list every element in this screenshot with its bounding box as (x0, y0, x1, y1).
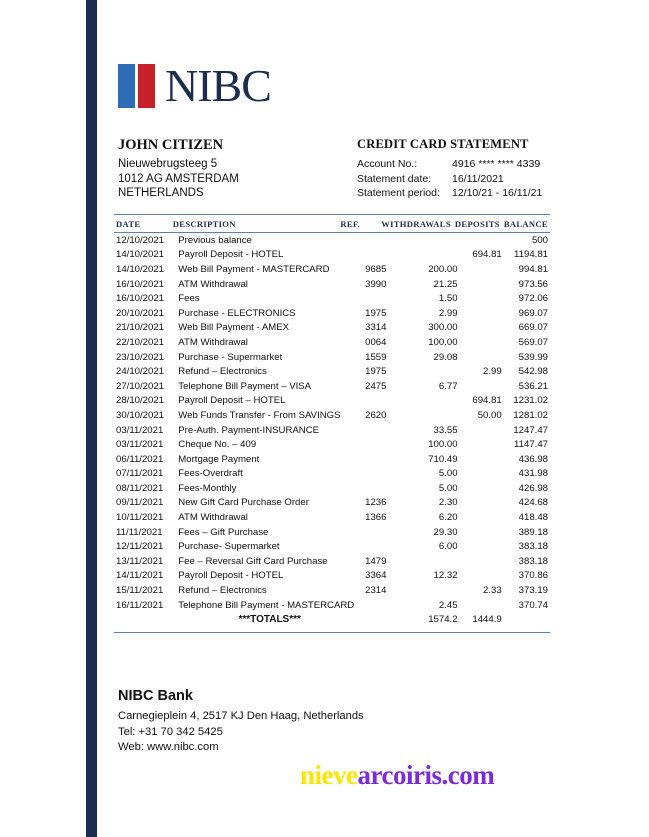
totals-spacer (114, 612, 176, 627)
cell-date: 14/10/2021 (116, 263, 165, 275)
cell-date: 03/11/2021 (116, 424, 164, 436)
cell-description: ATM Withdrawal (178, 278, 248, 290)
cell-description: Payroll Deposit - HOTEL (178, 570, 284, 582)
statement-date-row (357, 172, 557, 187)
table-row (114, 335, 550, 350)
cell-ref (363, 539, 407, 554)
cell-ref (363, 452, 407, 467)
cell-description: New Gift Card Purchase Order (178, 497, 309, 509)
cell-date: 15/11/2021 (116, 585, 164, 597)
cell-balance: 370.74 (518, 599, 548, 611)
table-bottom-rule (114, 632, 550, 633)
cell-date: 03/11/2021 (116, 439, 164, 451)
totals-ref (363, 612, 407, 627)
column-header-description: DESCRIPTION (172, 219, 236, 229)
table-row (114, 437, 550, 452)
cell-description: Refund – Electronics (178, 585, 267, 597)
statement-period-value: 12/10/21 - 16/11/21 (452, 187, 543, 199)
cell-deposit: 2.99 (483, 366, 502, 378)
cell-date: 07/11/2021 (116, 468, 164, 480)
cell-description: Telephone Bill Payment – VISA (178, 380, 312, 392)
cell-date: 16/10/2021 (116, 293, 165, 305)
table-row (114, 467, 550, 482)
cell-balance: 426.98 (518, 482, 548, 494)
cell-ref (363, 423, 407, 438)
cell-balance: 383.18 (518, 541, 548, 553)
cell-withdrawal: 2.45 (438, 599, 458, 611)
statement-title: CREDIT CARD STATEMENT (357, 137, 529, 151)
cell-deposit (460, 350, 504, 365)
watermark-part-3: .com (441, 760, 495, 790)
totals-withdrawals: 1574.2 (428, 614, 458, 626)
cell-balance: 536.21 (518, 380, 548, 392)
cell-description: Previous balance (178, 234, 252, 246)
cell-date: 14/11/2021 (116, 570, 164, 582)
cell-balance: 1231.02 (513, 395, 548, 407)
table-row (114, 394, 550, 409)
cell-balance: 669.07 (518, 322, 548, 334)
cell-withdrawal: 12.32 (433, 570, 458, 582)
cell-withdrawal (407, 248, 459, 263)
cell-ref: 0064 (365, 336, 387, 348)
account-number-value: 4916 **** **** 4339 (452, 158, 541, 170)
cell-date: 16/11/2021 (116, 599, 164, 611)
cell-date: 24/10/2021 (116, 366, 165, 378)
cell-balance: 424.68 (518, 497, 548, 509)
cell-balance: 370.86 (518, 570, 548, 582)
cell-deposit (460, 510, 504, 525)
cell-date: 27/10/2021 (116, 380, 165, 392)
cell-description: Fee – Reversal Gift Card Purchase (178, 555, 328, 567)
cell-ref (363, 481, 407, 496)
table-row (114, 321, 550, 336)
cell-withdrawal (407, 408, 459, 423)
cell-description: Telephone Bill Payment - MASTERCARD (178, 599, 355, 611)
cell-date: 16/10/2021 (116, 278, 165, 290)
table-row (114, 408, 550, 423)
cell-deposit (460, 569, 504, 584)
cell-ref (363, 467, 407, 482)
watermark-part-2: arcoiris (357, 760, 442, 790)
cell-ref: 1975 (365, 307, 387, 319)
footer-telephone: Tel: +31 70 342 5425 (118, 725, 223, 738)
column-header-balance: BALANCE (503, 219, 548, 229)
cell-date: 20/10/2021 (116, 307, 165, 319)
table-row (114, 248, 550, 263)
table-row (114, 233, 550, 248)
cell-balance: 539.99 (518, 351, 548, 363)
cell-deposit (460, 539, 504, 554)
cell-deposit (460, 437, 504, 452)
left-accent-bar (86, 0, 97, 837)
cell-description: ATM Withdrawal (178, 336, 248, 348)
transactions-body (114, 233, 550, 627)
cell-balance: 383.18 (518, 555, 548, 567)
cell-description: Purchase - Supermarket (178, 351, 283, 363)
column-header-deposits: DEPOSITS (454, 219, 500, 229)
cell-description: Fees-Overdraft (178, 468, 243, 480)
table-row (114, 598, 550, 613)
cell-withdrawal: 6.20 (438, 512, 458, 524)
table-header (114, 215, 550, 232)
cell-date: 22/10/2021 (116, 336, 165, 348)
cell-balance: 569.07 (518, 336, 548, 348)
cell-withdrawal: 300.00 (428, 322, 458, 334)
cell-ref: 2475 (365, 380, 387, 392)
cell-date: 28/10/2021 (116, 395, 165, 407)
table-header-row (114, 215, 550, 232)
cell-balance: 1194.81 (514, 249, 548, 261)
cell-date: 13/11/2021 (116, 555, 164, 567)
transactions-body-table (114, 233, 550, 627)
statement-info-block (357, 137, 557, 201)
column-header-withdrawals: WITHDRAWALS (381, 219, 451, 229)
table-row (114, 481, 550, 496)
logo-mark-icon (118, 64, 155, 108)
statement-date-label: Statement date: (357, 172, 432, 185)
cell-balance: 373.19 (518, 585, 548, 597)
table-row (114, 423, 550, 438)
cell-date: 10/11/2021 (116, 512, 164, 524)
cell-description: Cheque No. – 409 (178, 439, 257, 451)
table-row (114, 350, 550, 365)
cell-description: Payroll Deposit – HOTEL (178, 395, 286, 407)
cell-ref (363, 394, 407, 409)
cell-description: Fees-Monthly (178, 482, 237, 494)
table-row (114, 306, 550, 321)
cell-date: 21/10/2021 (116, 322, 165, 334)
table-row (114, 364, 550, 379)
cell-withdrawal: 6.00 (438, 541, 458, 553)
cell-description: Mortgage Payment (178, 453, 260, 465)
cell-deposit (460, 554, 504, 569)
cell-withdrawal (407, 583, 459, 598)
cell-deposit (460, 262, 504, 277)
cell-withdrawal: 6.77 (438, 380, 458, 392)
cell-ref: 1236 (365, 497, 387, 509)
table-row (114, 452, 550, 467)
cell-withdrawal (407, 394, 459, 409)
cell-deposit (460, 496, 504, 511)
cell-date: 12/11/2021 (116, 541, 164, 553)
cell-date: 06/11/2021 (116, 453, 164, 465)
footer-address: Carnegieplein 4, 2517 KJ Den Haag, Netherlands (118, 710, 364, 722)
account-holder-block (118, 137, 338, 201)
table-row (114, 525, 550, 540)
cell-ref: 9685 (365, 263, 387, 275)
cell-deposit (460, 481, 504, 496)
cell-description: Fees – Gift Purchase (178, 526, 269, 538)
transactions-table (114, 215, 550, 232)
cell-withdrawal (407, 233, 459, 248)
cell-deposit (460, 423, 504, 438)
cell-deposit (460, 525, 504, 540)
cell-description: ATM Withdrawal (178, 512, 248, 524)
cell-ref (363, 233, 407, 248)
cell-date: 09/11/2021 (116, 497, 164, 509)
cell-description: Web Bill Payment - AMEX (178, 322, 290, 334)
cell-deposit: 694.81 (472, 249, 502, 261)
cell-deposit (460, 467, 504, 482)
cell-deposit (460, 233, 504, 248)
cell-balance: 1281.02 (513, 409, 548, 421)
cell-deposit: 50.00 (477, 409, 502, 421)
watermark (300, 760, 494, 791)
cell-ref (363, 598, 407, 613)
statement-period-row (357, 186, 557, 201)
totals-balance (504, 612, 550, 627)
bank-logo (118, 60, 271, 112)
cell-description: Purchase- Supermarket (178, 541, 280, 553)
cell-balance: 994.81 (518, 263, 548, 275)
cell-balance: 436.98 (518, 453, 548, 465)
cell-ref (363, 437, 407, 452)
cell-deposit (460, 277, 504, 292)
cell-ref: 1975 (365, 366, 387, 378)
cell-description: Web Funds Transfer - From SAVINGS (178, 409, 341, 421)
table-row (114, 554, 550, 569)
cell-deposit (460, 379, 504, 394)
column-header-ref: REF. (340, 219, 361, 229)
logo-red-bar-icon (138, 64, 155, 108)
table-row (114, 583, 550, 598)
statement-period-label: Statement period: (357, 187, 440, 199)
table-row (114, 277, 550, 292)
cell-withdrawal: 2.99 (438, 307, 458, 319)
cell-ref: 1479 (365, 555, 387, 567)
cell-deposit (460, 321, 504, 336)
cell-date: 14/10/2021 (116, 249, 165, 261)
totals-deposits: 1444.9 (472, 614, 502, 626)
document-content (112, 0, 552, 837)
cell-date: 30/10/2021 (116, 409, 165, 421)
cell-balance: 973.56 (518, 278, 548, 290)
totals-row (114, 612, 550, 627)
cell-balance: 431.98 (518, 468, 548, 480)
table-row (114, 569, 550, 584)
address-line-1: Nieuwebrugsteeg 5 (118, 158, 218, 170)
cell-ref: 3314 (365, 322, 387, 334)
cell-ref: 3990 (365, 278, 387, 290)
cell-date: 08/11/2021 (116, 482, 164, 494)
cell-description: Web Bill Payment - MASTERCARD (178, 263, 330, 275)
table-row (114, 291, 550, 306)
cell-deposit (460, 306, 504, 321)
table-row (114, 496, 550, 511)
cell-deposit (460, 598, 504, 613)
bank-footer (118, 688, 538, 756)
cell-date: 11/11/2021 (116, 526, 163, 538)
cell-deposit (460, 291, 504, 306)
totals-label: ***TOTALS*** (238, 614, 301, 626)
watermark-part-1: nieve (300, 760, 358, 790)
cell-withdrawal: 710.49 (428, 453, 458, 465)
cell-deposit: 694.81 (472, 395, 502, 407)
cell-description: Payroll Deposit - HOTEL (178, 249, 284, 261)
cell-withdrawal: 29.08 (433, 351, 458, 363)
cell-withdrawal: 100.00 (428, 336, 458, 348)
column-header-date: DATE (116, 219, 141, 229)
cell-balance: 542.98 (518, 366, 548, 378)
cell-ref: 1366 (365, 512, 387, 524)
logo-wordmark: NIBC (165, 60, 271, 111)
cell-withdrawal: 21.25 (433, 278, 458, 290)
cell-description: Pre-Auth. Payment-INSURANCE (178, 424, 320, 436)
cell-ref: 2620 (365, 409, 387, 421)
logo-blue-bar-icon (118, 64, 135, 108)
cell-withdrawal (407, 364, 459, 379)
cell-withdrawal: 33.55 (433, 424, 458, 436)
cell-withdrawal: 29.30 (433, 526, 458, 538)
cell-description: Fees (178, 293, 200, 305)
table-row (114, 379, 550, 394)
table-row (114, 510, 550, 525)
cell-withdrawal: 5.00 (438, 468, 458, 480)
cell-balance: 972.06 (518, 293, 548, 305)
cell-deposit (460, 335, 504, 350)
footer-bank-name: NIBC Bank (118, 688, 193, 704)
address-line-2: 1012 AG AMSTERDAM (118, 172, 239, 185)
account-number-row (357, 157, 557, 172)
cell-balance: 418.48 (518, 512, 548, 524)
cell-ref: 1559 (365, 351, 387, 363)
cell-balance: 500 (531, 234, 548, 246)
cell-balance: 969.07 (518, 307, 548, 319)
cell-withdrawal: 200.00 (428, 263, 458, 275)
cell-withdrawal: 1.50 (438, 293, 458, 305)
transactions-table-wrapper (114, 214, 550, 633)
address-line-3: NETHERLANDS (118, 187, 204, 199)
cell-ref (363, 248, 407, 263)
cell-withdrawal (407, 554, 459, 569)
cell-withdrawal: 100.00 (428, 439, 458, 451)
cell-date: 12/10/2021 (116, 234, 165, 246)
account-holder-name: JOHN CITIZEN (118, 137, 224, 153)
account-number-label: Account No.: (357, 158, 418, 170)
cell-ref: 3364 (365, 570, 387, 582)
cell-ref: 2314 (365, 585, 387, 597)
cell-balance: 1247.47 (513, 424, 548, 436)
table-row (114, 262, 550, 277)
cell-deposit: 2.33 (483, 585, 502, 597)
cell-date: 23/10/2021 (116, 351, 165, 363)
cell-balance: 1147.47 (514, 439, 548, 451)
footer-website: Web: www.nibc.com (118, 741, 219, 753)
cell-withdrawal: 2.30 (438, 497, 458, 509)
cell-description: Purchase - ELECTRONICS (178, 307, 296, 319)
statement-date-value: 16/11/2021 (452, 172, 504, 185)
cell-balance: 389.18 (518, 526, 548, 538)
cell-ref (363, 291, 407, 306)
cell-description: Refund – Electronics (178, 366, 267, 378)
cell-withdrawal: 5.00 (438, 482, 458, 494)
table-row (114, 539, 550, 554)
cell-ref (363, 525, 407, 540)
cell-deposit (460, 452, 504, 467)
